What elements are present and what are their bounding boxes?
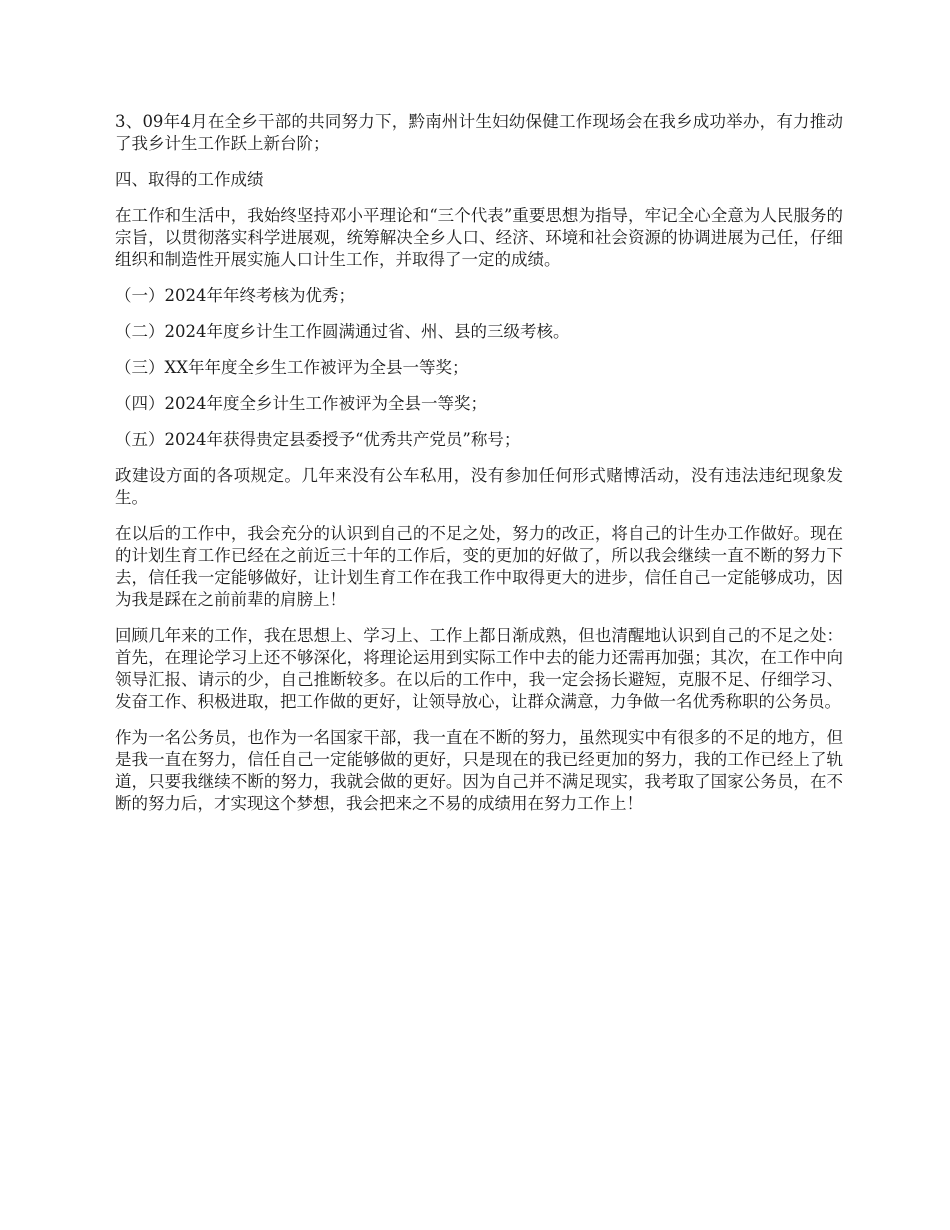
paragraph-integrity: 政建设方面的各项规定。几年来没有公车私用，没有参加任何形式赌博活动，没有违法违纪现象发生。 xyxy=(115,466,843,507)
paragraph-conclusion: 作为一名公务员，也作为一名国家干部，我一直在不断的努力，虽然现实中有很多的不足的地方，但是我一直在努力，信任自己一定能够做的更好，只是现在的我已经更加的努力，我的工作已经上了轨道，只要我继续不断的努力，我就会做的更好。因为自己并不满足现实，我考取了国家公务员，在不断的努力后，才实现这个梦想，我会把来之不易的成绩用在努力工作上！ xyxy=(115,728,843,813)
list-item-achievement-2: （二）2024年度乡计生工作圆满通过省、州、县的三级考核。 xyxy=(115,322,570,341)
paragraph-review: 回顾几年来的工作，我在思想上、学习上、工作上都日渐成熟，但也清醒地认识到自己的不足之处：首先，在理论学习上还不够深化，将理论运用到实际工作中去的能力还需再加强；其次，在工作中向领导汇报、请示的少，自己推断较多。在以后的工作中，我一定会扬长避短，克服不足、仔细学习、发奋工作、积极进取，把工作做的更好，让领导放心，让群众满意，力争做一名优秀称职的公务员。 xyxy=(115,626,843,711)
paragraph-intro-achievements: 在工作和生活中，我始终坚持邓小平理论和“三个代表”重要思想为指导，牢记全心全意为人民服务的宗旨，以贯彻落实科学进展观，统筹解决全乡人口、经济、环境和社会资源的协调进展为己任，仔细组织和制造性开展实施人口计生工作，并取得了一定的成绩。 xyxy=(115,206,843,269)
paragraph-future-work: 在以后的工作中，我会充分的认识到自己的不足之处，努力的改正，将自己的计生办工作做好。现在的计划生育工作已经在之前近三十年的工作后，变的更加的好做了，所以我会继续一直不断的努力下去，信任我一定能够做好，让计划生育工作在我工作中取得更大的进步，信任自己一定能够成功，因为我是踩在之前前辈的肩膀上！ xyxy=(115,524,843,609)
list-item-achievement-1: （一）2024年年终考核为优秀； xyxy=(115,286,355,305)
section-heading-achievements: 四、取得的工作成绩 xyxy=(115,170,264,189)
list-item-achievement-5: （五）2024年获得贵定县委授予“优秀共产党员”称号； xyxy=(115,430,521,449)
paragraph-item-3-meeting: 3、09年4月在全乡干部的共同努力下，黔南州计生妇幼保健工作现场会在我乡成功举办，有力推动了我乡计生工作跃上新台阶； xyxy=(115,112,843,153)
list-item-achievement-4: （四）2024年度全乡计生工作被评为全县一等奖； xyxy=(115,394,487,413)
list-item-achievement-3: （三）XX年年度全乡生工作被评为全县一等奖； xyxy=(115,358,469,377)
document-page xyxy=(115,111,843,829)
